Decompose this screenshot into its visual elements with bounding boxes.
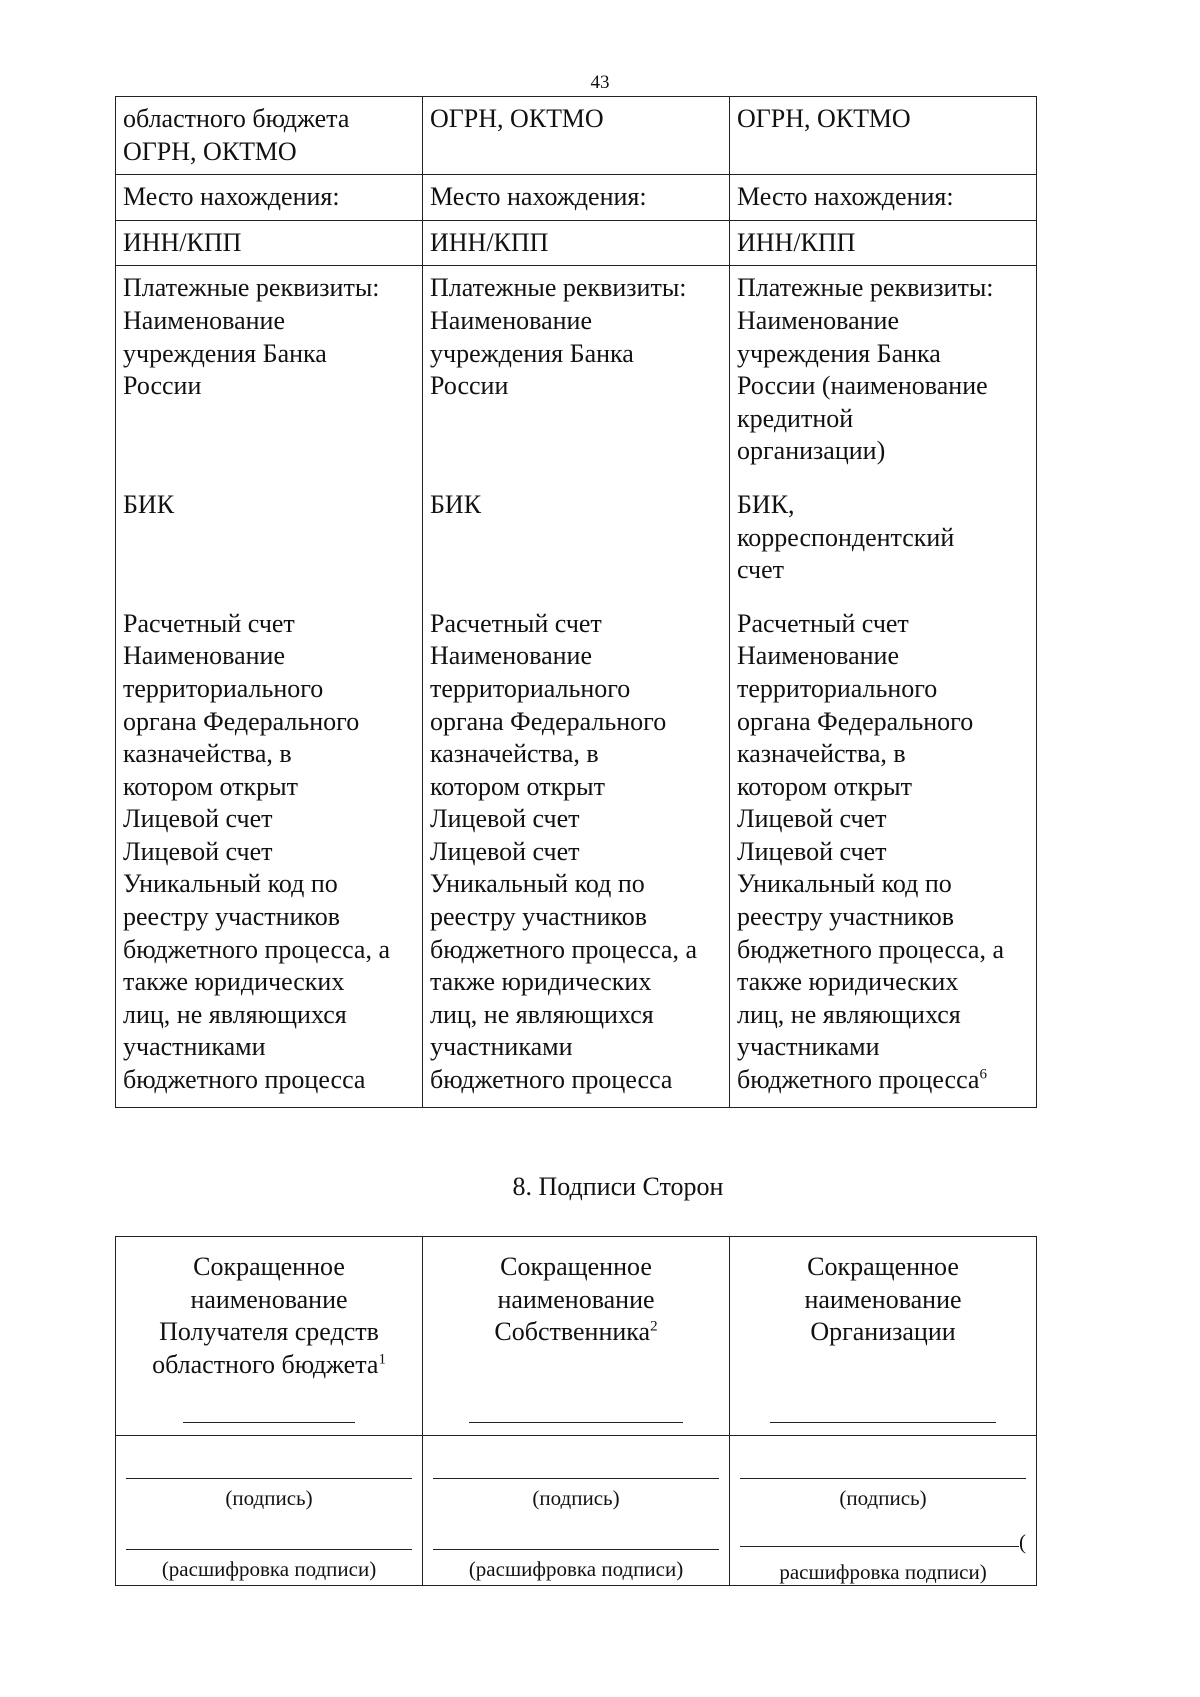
accounts-line: котором открыт bbox=[737, 771, 912, 801]
cell-line: ОГРН, ОКТМО bbox=[430, 104, 604, 133]
address-row bbox=[116, 175, 1037, 221]
table-cell bbox=[116, 97, 423, 175]
decode-caption-text: (расшифровка подписи) bbox=[161, 1557, 377, 1581]
cell-line: Место нахождения: bbox=[737, 182, 954, 212]
cell-line: ИНН/КПП bbox=[737, 227, 856, 257]
payment-details-cell bbox=[730, 266, 1037, 1107]
accounts-line: Наименование bbox=[430, 641, 592, 671]
organization-signature-cell bbox=[730, 1436, 1037, 1586]
accounts-line: Расчетный счет bbox=[737, 608, 909, 638]
heading-line: наименование bbox=[804, 1284, 962, 1314]
table-cell bbox=[423, 175, 730, 221]
accounts-line: бюджетного процесса, а bbox=[430, 934, 698, 964]
accounts-line: бюджетного процесса, а bbox=[123, 934, 391, 964]
decode-blank-line bbox=[126, 1549, 412, 1550]
signature-caption: (подпись) bbox=[532, 1486, 620, 1510]
bank-line: кредитной bbox=[737, 403, 854, 433]
footnote-mark: 1 bbox=[378, 1351, 386, 1368]
inn-kpp-row bbox=[116, 220, 1037, 266]
accounts-line: Лицевой счет bbox=[737, 804, 887, 834]
accounts-text: бюджетного процесса bbox=[737, 1065, 980, 1095]
bik-line: БИК, bbox=[737, 489, 795, 519]
accounts-line: участниками bbox=[123, 1032, 266, 1062]
bank-line: учреждения Банка bbox=[737, 338, 941, 368]
accounts-line: котором открыт bbox=[430, 771, 605, 801]
owner-heading-cell bbox=[423, 1237, 730, 1436]
heading-line: Сокращенное bbox=[500, 1252, 652, 1281]
accounts-line: участниками bbox=[737, 1032, 880, 1062]
heading-text: Собственника bbox=[494, 1317, 651, 1347]
bik-line: корреспондентский bbox=[737, 522, 955, 552]
accounts-line: Уникальный код по bbox=[123, 869, 338, 899]
organization-heading-cell bbox=[730, 1237, 1037, 1436]
signatures-table bbox=[115, 1236, 1037, 1586]
ogrn-row bbox=[116, 97, 1037, 175]
accounts-line bbox=[737, 1064, 1030, 1097]
decode-blank-line bbox=[433, 1549, 719, 1550]
accounts-line: лиц, не являющихся bbox=[737, 999, 961, 1029]
signature-caption: (подпись) bbox=[839, 1486, 927, 1510]
decode-caption bbox=[126, 1556, 412, 1582]
bank-line: учреждения Банка bbox=[123, 338, 327, 368]
spacer bbox=[430, 587, 723, 608]
spacer bbox=[430, 468, 723, 489]
decode-blank-row bbox=[740, 1531, 1026, 1553]
accounts-line: также юридических bbox=[737, 967, 959, 997]
payment-details-cell bbox=[116, 266, 423, 1107]
payment-details-row bbox=[116, 266, 1037, 1107]
heading-line: Получателя средств bbox=[159, 1317, 379, 1347]
accounts-line bbox=[430, 1064, 723, 1097]
cell-line: Место нахождения: bbox=[123, 182, 340, 212]
spacer bbox=[123, 587, 416, 608]
table-cell bbox=[116, 220, 423, 266]
decode-prefix: ( bbox=[1019, 1530, 1026, 1554]
name-blank-line bbox=[183, 1422, 355, 1423]
cell-line: областного бюджета bbox=[123, 104, 350, 133]
heading-line bbox=[424, 1316, 728, 1349]
page-number: 43 bbox=[590, 72, 610, 93]
bik-line: БИК bbox=[430, 489, 482, 519]
bank-line: России bbox=[430, 371, 509, 401]
accounts-line bbox=[123, 1064, 416, 1097]
bank-line bbox=[430, 403, 723, 436]
accounts-line: территориального bbox=[737, 673, 938, 703]
bik-line bbox=[123, 522, 416, 555]
signature-caption: (подпись) bbox=[225, 1486, 313, 1510]
bik-line: БИК bbox=[123, 489, 175, 519]
accounts-line: органа Федерального bbox=[123, 706, 360, 736]
heading-line bbox=[117, 1349, 421, 1382]
spacer bbox=[737, 468, 1030, 489]
accounts-line: бюджетного процесса, а bbox=[737, 934, 1005, 964]
decode-caption: расшифровка подписи) bbox=[779, 1560, 987, 1584]
accounts-line: лиц, не являющихся bbox=[430, 999, 654, 1029]
bank-line bbox=[123, 403, 416, 436]
recipient-signature-cell bbox=[116, 1436, 423, 1586]
accounts-line: Уникальный код по bbox=[737, 869, 952, 899]
bank-line: России (наименование bbox=[737, 371, 988, 401]
accounts-line: Наименование bbox=[737, 641, 899, 671]
bik-line bbox=[430, 522, 723, 555]
bik-line: счет bbox=[737, 555, 784, 585]
signature-blank-line bbox=[433, 1478, 719, 1479]
footnote-mark: 2 bbox=[650, 1318, 658, 1335]
accounts-line: реестру участников bbox=[430, 902, 648, 932]
accounts-line: казначейства, в bbox=[123, 739, 292, 769]
accounts-line: реестру участников bbox=[737, 902, 955, 932]
table-cell bbox=[116, 175, 423, 221]
bank-line bbox=[123, 435, 416, 468]
accounts-line: казначейства, в bbox=[737, 739, 906, 769]
accounts-line: Наименование bbox=[123, 641, 285, 671]
heading-line: наименование bbox=[190, 1284, 348, 1314]
bank-line: России bbox=[123, 371, 202, 401]
bank-line: Наименование bbox=[737, 305, 899, 335]
accounts-line: Уникальный код по bbox=[430, 869, 645, 899]
signatures-heading-row bbox=[116, 1237, 1037, 1436]
recipient-heading-cell bbox=[116, 1237, 423, 1436]
bank-line bbox=[430, 435, 723, 468]
spacer bbox=[737, 587, 1030, 608]
bank-line: Платежные реквизиты: bbox=[123, 273, 380, 303]
bank-line: Наименование bbox=[430, 305, 592, 335]
accounts-line: также юридических bbox=[123, 967, 345, 997]
accounts-line: органа Федерального bbox=[430, 706, 667, 736]
cell-line: ОГРН, ОКТМО bbox=[737, 104, 911, 133]
accounts-line: лиц, не являющихся bbox=[123, 999, 347, 1029]
footnote-mark: 6 bbox=[979, 1066, 987, 1083]
accounts-line: территориального bbox=[430, 673, 631, 703]
details-table bbox=[115, 96, 1037, 1108]
accounts-line: органа Федерального bbox=[737, 706, 974, 736]
bik-line bbox=[123, 554, 416, 587]
accounts-line: Лицевой счет bbox=[430, 836, 580, 866]
payment-details-cell bbox=[423, 266, 730, 1107]
table-cell bbox=[423, 220, 730, 266]
accounts-line: Лицевой счет bbox=[123, 836, 273, 866]
bank-line: Платежные реквизиты: bbox=[430, 273, 687, 303]
table-cell bbox=[730, 97, 1037, 175]
accounts-line: Лицевой счет bbox=[430, 804, 580, 834]
heading-line: наименование bbox=[497, 1284, 655, 1314]
table-cell bbox=[730, 220, 1037, 266]
bank-line: учреждения Банка bbox=[430, 338, 634, 368]
heading-text: областного бюджета bbox=[152, 1349, 379, 1379]
accounts-text: бюджетного процесса bbox=[430, 1065, 673, 1095]
spacer bbox=[123, 468, 416, 489]
signature-blank-line bbox=[126, 1478, 412, 1479]
accounts-line: территориального bbox=[123, 673, 324, 703]
name-blank-line bbox=[469, 1422, 683, 1423]
table-cell bbox=[423, 97, 730, 175]
cell-line: ИНН/КПП bbox=[430, 227, 549, 257]
accounts-line: Лицевой счет bbox=[737, 836, 887, 866]
cell-line: ОГРН, ОКТМО bbox=[123, 136, 297, 166]
owner-signature-cell bbox=[423, 1436, 730, 1586]
signature-blank-line bbox=[740, 1478, 1026, 1479]
decode-caption-text: (расшифровка подписи) bbox=[468, 1557, 684, 1581]
bank-line: организации) bbox=[737, 436, 886, 466]
accounts-line: котором открыт bbox=[123, 771, 298, 801]
name-blank-line bbox=[770, 1422, 996, 1423]
accounts-line: реестру участников bbox=[123, 902, 341, 932]
signatures-row bbox=[116, 1436, 1037, 1586]
heading-line: Сокращенное bbox=[807, 1252, 959, 1281]
heading-line: Сокращенное bbox=[193, 1252, 345, 1281]
accounts-line: казначейства, в bbox=[430, 739, 599, 769]
bank-line: Платежные реквизиты: bbox=[737, 273, 994, 303]
cell-line: Место нахождения: bbox=[430, 182, 647, 212]
accounts-line: Расчетный счет bbox=[123, 608, 295, 638]
decode-caption bbox=[433, 1556, 719, 1582]
bik-line bbox=[430, 554, 723, 587]
heading-line: Организации bbox=[810, 1317, 956, 1347]
table-cell bbox=[730, 175, 1037, 221]
accounts-text: бюджетного процесса bbox=[123, 1065, 366, 1095]
accounts-line: также юридических bbox=[430, 967, 652, 997]
cell-line: ИНН/КПП bbox=[123, 227, 242, 257]
bank-line: Наименование bbox=[123, 305, 285, 335]
accounts-line: Лицевой счет bbox=[123, 804, 273, 834]
accounts-line: участниками bbox=[430, 1032, 573, 1062]
accounts-line: Расчетный счет bbox=[430, 608, 602, 638]
section-title: 8. Подписи Сторон bbox=[512, 1172, 724, 1201]
decode-blank-line bbox=[740, 1546, 1019, 1547]
